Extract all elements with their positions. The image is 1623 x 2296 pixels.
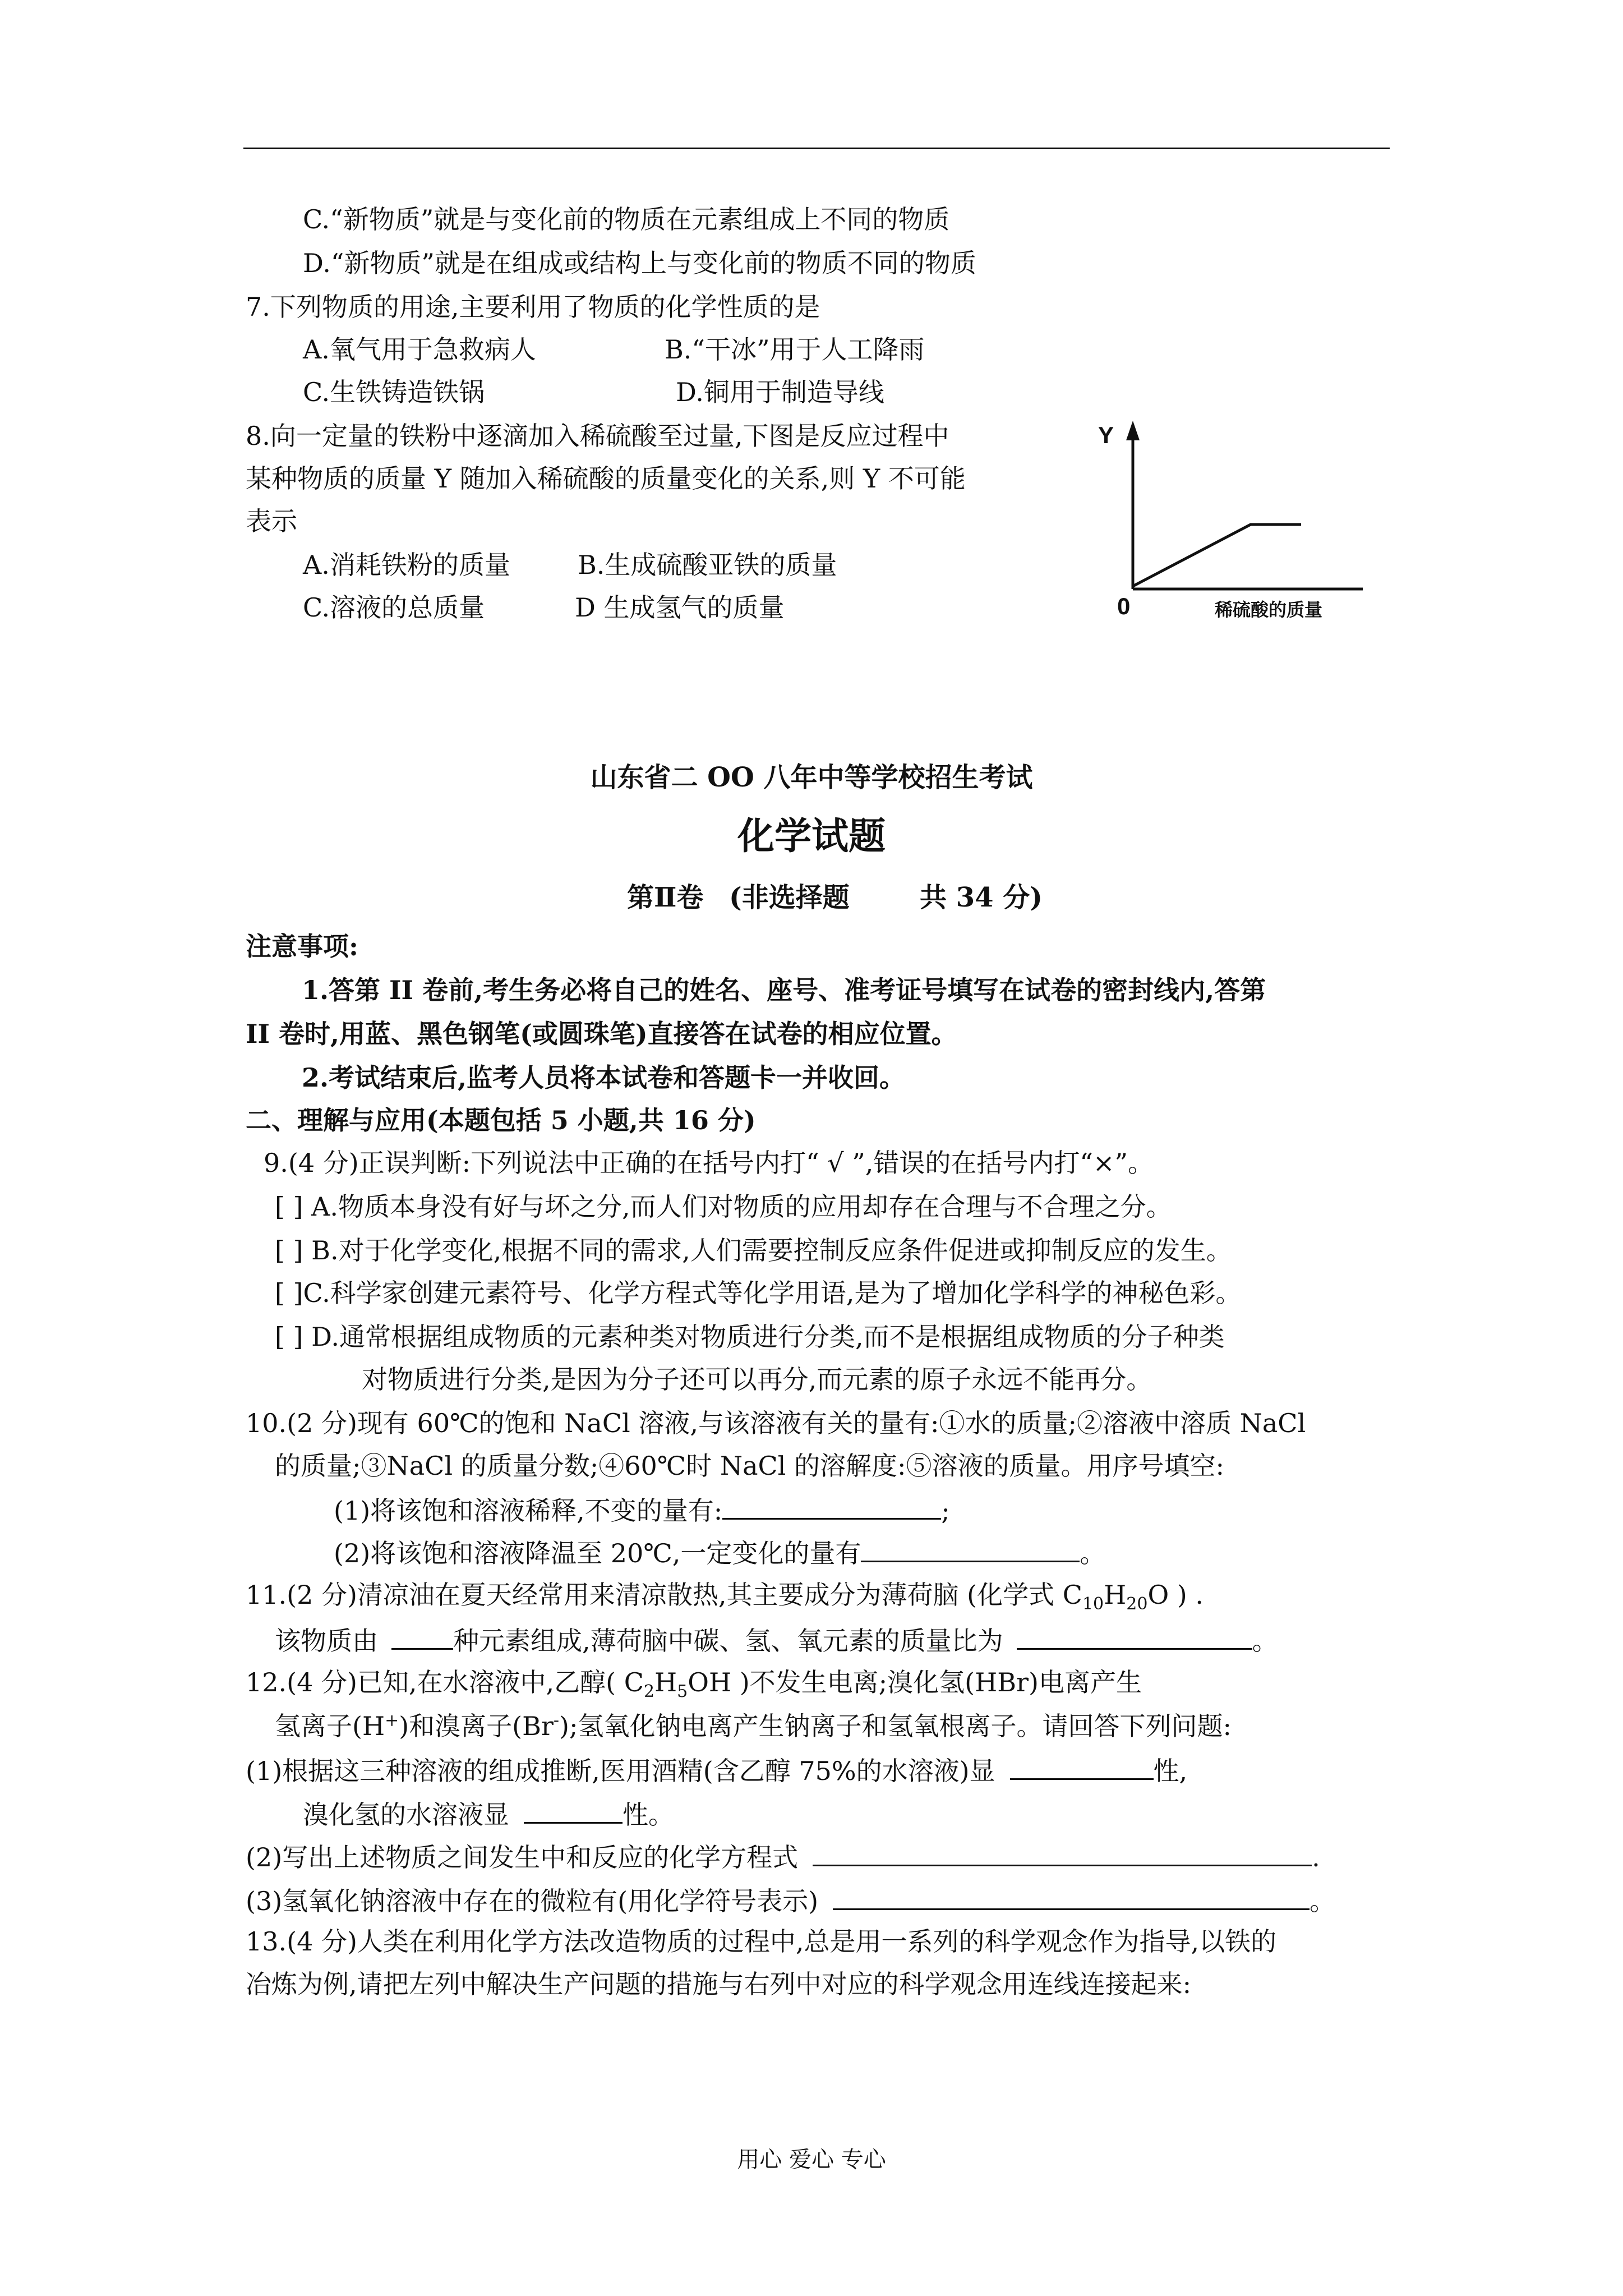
exam-title: 山东省二 OO 八年中等学校招生考试: [590, 762, 1033, 793]
y-axis-arrow: [1126, 421, 1140, 440]
q10-stem-line1: 10.(2 分)现有 60℃的饱和 NaCl 溶液,与该溶液有关的量有:①水的质量;②溶液中溶质 NaCl: [246, 1408, 1306, 1438]
q13-stem-line1: 13.(4 分)人类在利用化学方法改造物质的过程中,总是用一系列的科学观念作为指导,以铁的: [246, 1926, 1277, 1957]
q10-part1-text: (1)将该饱和溶液稀释,不变的量有:: [334, 1496, 723, 1526]
q8-option-c: C.溶液的总质量: [303, 592, 485, 623]
q10-part1-end: ;: [941, 1496, 950, 1526]
q8-graph: [1082, 418, 1396, 631]
q11-blank-2[interactable]: [1017, 1626, 1252, 1650]
volume-score: 共 34 分): [920, 882, 1043, 913]
q12-blank-1[interactable]: [1010, 1756, 1154, 1780]
q10-part2-text: (2)将该饱和溶液降温至 20℃,一定变化的量有: [334, 1538, 861, 1568]
page-footer: 用心 爱心 专心: [737, 2147, 886, 2173]
origin-label: 0: [1117, 593, 1131, 619]
q12-stem-b: H: [654, 1667, 677, 1697]
q11-blank-1[interactable]: [391, 1626, 453, 1650]
q12-part1a: [246, 1756, 1187, 1784]
q7-option-b: B.“干冰”用于人工降雨: [665, 334, 925, 365]
volume-label: 第Ⅱ卷: [627, 882, 704, 913]
q12-blank-3[interactable]: [813, 1842, 1312, 1866]
q12-stem-a: 12.(4 分)已知,在水溶液中,乙醇( C: [246, 1667, 644, 1697]
note-1b: II 卷时,用蓝、黑色钢笔(或圆珠笔)直接答在试卷的相应位置。: [246, 1019, 957, 1049]
note-1a: 1.答第 II 卷前,考生务必将自己的姓名、座号、准考证号填写在试卷的密封线内,答第: [302, 975, 1266, 1005]
q12-line2-a: 氢离子(H: [275, 1711, 385, 1741]
q9-item-a: [ ] A.物质本身没有好与坏之分,而人们对物质的应用却存在合理与不合理之分。: [275, 1191, 1172, 1222]
q12-sup-plus: +: [385, 1710, 399, 1731]
q12-part1a-text: (1)根据这三种溶液的组成推断,医用酒精(含乙醇 75%的水溶液)显: [246, 1756, 995, 1786]
q12-part1b-end: 性。: [623, 1800, 674, 1830]
q12-part2-text: (2)写出上述物质之间发生中和反应的化学方程式: [246, 1842, 799, 1872]
q12-part3: [246, 1886, 1335, 1914]
q6-option-d: D.“新物质”就是在组成或结构上与变化前的物质不同的物质: [303, 248, 976, 278]
q9-item-d1: [ ] D.通常根据组成物质的元素种类对物质进行分类,而不是根据组成物质的分子种类: [275, 1322, 1225, 1352]
q10-part2-blank[interactable]: [861, 1538, 1080, 1562]
q12-part1b: [303, 1800, 674, 1828]
q12-stem-c: OH )不发生电离;溴化氢(HBr)电离产生: [688, 1667, 1142, 1697]
q7-option-d: D.铜用于制造导线: [676, 377, 884, 407]
q8-option-a: A.消耗铁粉的质量: [303, 550, 510, 580]
q12-part1a-end: 性,: [1153, 1756, 1188, 1786]
graph-curve: [1133, 524, 1301, 586]
q10-part1: [334, 1496, 950, 1524]
q12-part2: [246, 1842, 1320, 1870]
q11-stem: [246, 1580, 1204, 1614]
q11-stem-text: 11.(2 分)清凉油在夏天经常用来清凉散热,其主要成分为薄荷脑 (化学式 C: [246, 1580, 1082, 1610]
q11-tail: O ) .: [1147, 1580, 1204, 1610]
q12-sup-minus: -: [553, 1710, 560, 1731]
q12-stem: [246, 1667, 1142, 1702]
q12-blank-2[interactable]: [524, 1800, 623, 1824]
q9-item-c: [ ]C.科学家创建元素符号、化学方程式等化学用语,是为了增加化学科学的神秘色彩。: [275, 1278, 1242, 1308]
q8-option-b: B.生成硫酸亚铁的质量: [578, 550, 837, 580]
q11-line2-b: 种元素组成,薄荷脑中碳、氢、氧元素的质量比为: [453, 1626, 1003, 1656]
q12-line2: [275, 1710, 1232, 1741]
note-2: 2.考试结束后,监考人员将本试卷和答题卡一并收回。: [302, 1062, 906, 1093]
q12-sub-2: 2: [643, 1682, 655, 1702]
q7-option-c: C.生铁铸造铁锅: [303, 377, 485, 407]
q10-part1-blank[interactable]: [722, 1496, 941, 1520]
q12-part3-text: (3)氢氧化钠溶液中存在的微粒有(用化学符号表示): [246, 1886, 819, 1916]
x-axis-label: 稀硫酸的质量: [1215, 599, 1323, 620]
volume-note: (非选择题: [729, 882, 850, 913]
q7-stem: 7.下列物质的用途,主要利用了物质的化学性质的是: [246, 292, 820, 322]
q9-stem: 9.(4 分)正误判断:下列说法中正确的在括号内打“ √ ”,错误的在括号内打“×”。: [264, 1148, 1154, 1178]
q8-stem-line1: 8.向一定量的铁粉中逐滴加入稀硫酸至过量,下图是反应过程中: [246, 421, 949, 451]
notes-title: 注意事项:: [246, 931, 358, 961]
q12-part2-end: .: [1312, 1842, 1320, 1872]
q11-sub-hydrogen: 20: [1126, 1594, 1148, 1614]
q11-line2: [275, 1626, 1278, 1654]
y-axis-label: Y: [1098, 422, 1114, 448]
q7-option-a: A.氧气用于急救病人: [303, 334, 536, 365]
q10-stem-line2: 的质量;③NaCl 的质量分数;④60℃时 NaCl 的溶解度:⑤溶液的质量。用序号填空:: [275, 1451, 1225, 1481]
q11-sub-carbon: 10: [1082, 1594, 1104, 1614]
q11-hydrogen: H: [1104, 1580, 1127, 1610]
q12-part3-end: 。: [1310, 1886, 1336, 1916]
q8-stem-line2: 某种物质的质量 Y 随加入稀硫酸的质量变化的关系,则 Y 不可能: [246, 463, 966, 494]
q9-item-d2: 对物质进行分类,是因为分子还可以再分,而元素的原子永远不能再分。: [362, 1364, 1152, 1395]
q6-option-c: C.“新物质”就是与变化前的物质在元素组成上不同的物质: [303, 204, 950, 234]
section2-title: 二、理解与应用(本题包括 5 小题,共 16 分): [246, 1105, 756, 1135]
q12-blank-4[interactable]: [833, 1886, 1310, 1910]
q9-item-b: [ ] B.对于化学变化,根据不同的需求,人们需要控制反应条件促进或抑制反应的发生。: [275, 1235, 1232, 1266]
q13-stem-line2: 冶炼为例,请把左列中解决生产问题的措施与右列中对应的科学观念用连线连接起来:: [246, 1969, 1192, 1999]
q12-sub-5: 5: [677, 1682, 688, 1702]
q8-option-d: D 生成氢气的质量: [575, 592, 785, 623]
q12-part1b-text: 溴化氢的水溶液显: [303, 1800, 509, 1830]
q8-stem-line3: 表示: [246, 506, 297, 536]
q10-part2-end: 。: [1080, 1538, 1106, 1568]
top-rule: [243, 148, 1390, 149]
q10-part2: [334, 1538, 1105, 1566]
paper-title: 化学试题: [737, 815, 886, 858]
q11-line2-a: 该物质由: [275, 1626, 378, 1656]
q12-line2-c: );氢氧化钠电离产生钠离子和氢氧根离子。请回答下列问题:: [559, 1711, 1232, 1741]
q11-line2-end: 。: [1252, 1626, 1278, 1656]
q12-line2-b: )和溴离子(Br: [399, 1711, 554, 1741]
